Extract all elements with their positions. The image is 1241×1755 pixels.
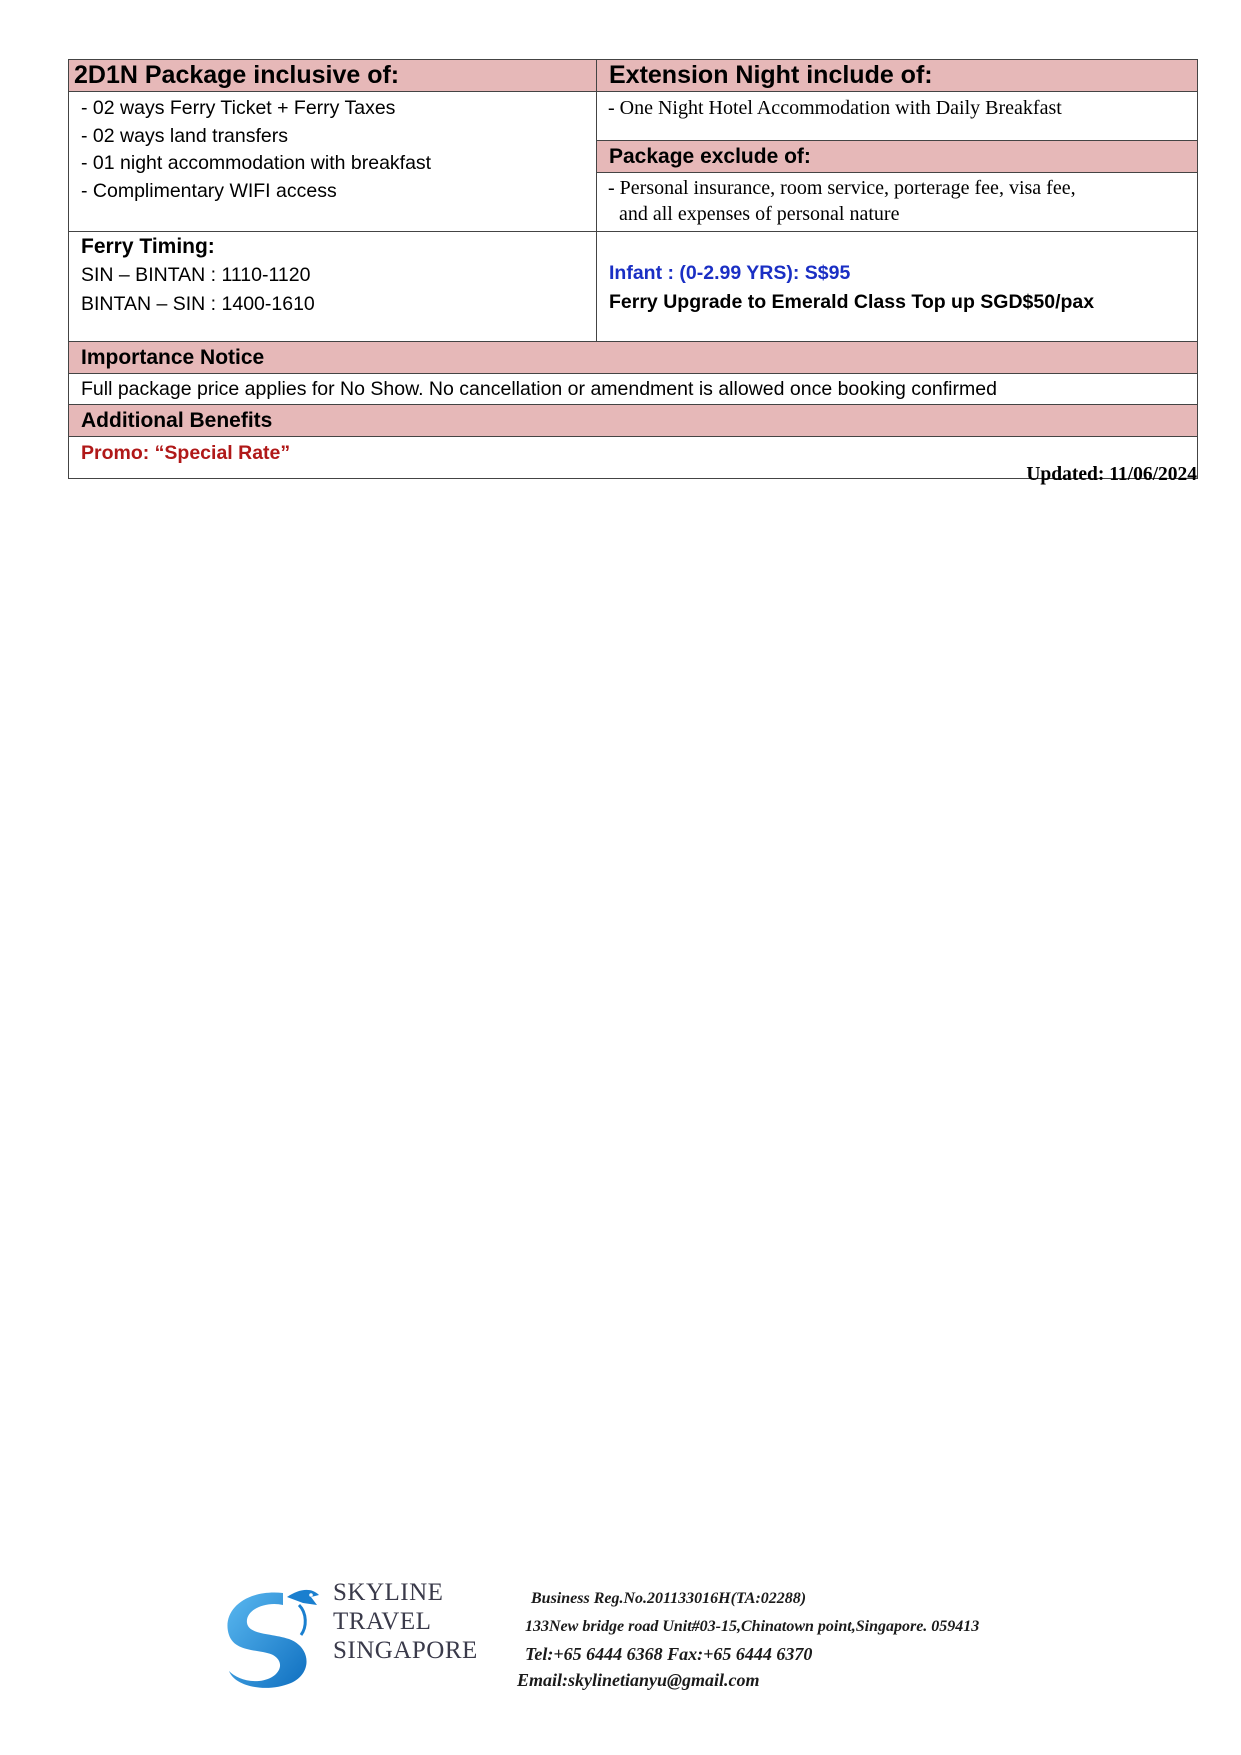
- business-info: [517, 1585, 980, 1692]
- exclude-line-1: - Personal insurance, room service, porterage fee, visa fee,: [608, 177, 1076, 199]
- inclusive-list: [69, 92, 597, 232]
- ferry-return: BINTAN – SIN : 1400-1610: [81, 293, 315, 315]
- exclude-text: [597, 173, 1198, 232]
- ferry-timing-title: Ferry Timing:: [81, 235, 215, 258]
- company-footer: [215, 1575, 1075, 1695]
- list-item: - 02 ways land transfers: [81, 124, 289, 147]
- company-tel-fax: Tel:+65 6444 6368 Fax:+65 6444 6370: [525, 1644, 813, 1664]
- extension-header-text: Extension Night include of:: [609, 61, 933, 89]
- ferry-outbound: SIN – BINTAN : 1110-1120: [81, 264, 311, 286]
- ferry-upgrade-price: Ferry Upgrade to Emerald Class Top up SGD$50/pax: [609, 291, 1095, 313]
- company-name-line-1: SKYLINE: [333, 1579, 444, 1606]
- inclusive-header-text: 2D1N Package inclusive of:: [74, 61, 400, 89]
- company-email: Email:skylinetianyu@gmail.com: [517, 1670, 760, 1690]
- updated-date: Updated: 11/06/2024: [1026, 464, 1197, 485]
- notice-body: Full package price applies for No Show. No cancellation or amendment is allowed once booking confirmed: [81, 378, 997, 400]
- dragon-logo-icon: [215, 1583, 333, 1691]
- infant-price: Infant : (0-2.99 YRS): S$95: [609, 262, 851, 284]
- list-item: - 02 ways Ferry Ticket + Ferry Taxes: [81, 97, 396, 119]
- company-name-line-3: SINGAPORE: [333, 1637, 478, 1664]
- exclude-line-2: and all expenses of personal nature: [619, 203, 900, 225]
- exclude-header: [597, 141, 1198, 173]
- extension-item-text: - One Night Hotel Accommodation with Daily Breakfast: [608, 97, 1062, 119]
- company-address: 133New bridge road Unit#03-15,Chinatown point,Singapore. 059413: [525, 1618, 980, 1635]
- package-table: [68, 59, 1198, 479]
- benefits-header: [69, 405, 1198, 437]
- company-name-line-2: TRAVEL: [333, 1608, 432, 1635]
- inclusive-header: [69, 60, 597, 92]
- promo-text: Promo: “Special Rate”: [81, 442, 291, 464]
- notice-text: [69, 374, 1198, 405]
- pricing-info: [597, 232, 1198, 342]
- list-item: - 01 night accommodation with breakfast: [81, 152, 432, 174]
- extension-item: [597, 92, 1198, 141]
- exclude-header-text: Package exclude of:: [609, 145, 811, 168]
- notice-header: [69, 342, 1198, 374]
- business-reg: Business Reg.No.201133016H(TA:02288): [531, 1590, 807, 1607]
- company-name: [333, 1578, 478, 1665]
- list-item: - Complimentary WIFI access: [81, 179, 337, 202]
- benefits-header-text: Additional Benefits: [81, 409, 273, 432]
- ferry-timing: [69, 232, 597, 342]
- notice-header-text: Importance Notice: [81, 346, 265, 369]
- extension-header: [597, 60, 1198, 92]
